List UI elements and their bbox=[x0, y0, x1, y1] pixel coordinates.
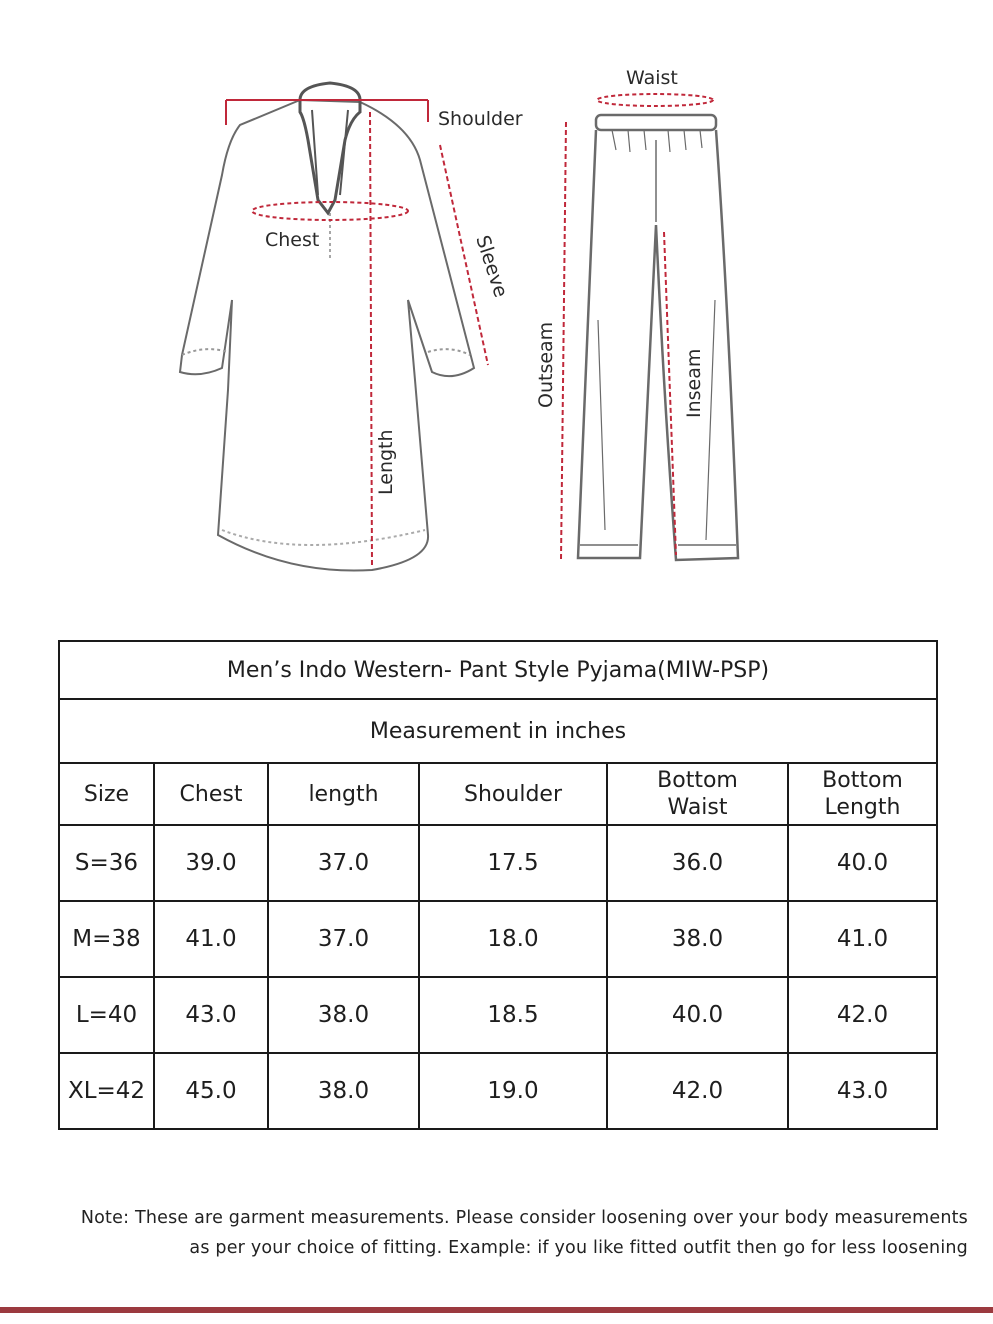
header-shoulder: Shoulder bbox=[419, 763, 607, 825]
cell-length: 38.0 bbox=[268, 977, 419, 1053]
cell-bottom-length: 43.0 bbox=[788, 1053, 937, 1129]
note-line-1: Note: These are garment measurements. Please consider loosening over your body measurements bbox=[80, 1208, 968, 1228]
cell-size: XL=42 bbox=[59, 1053, 154, 1129]
cell-chest: 41.0 bbox=[154, 901, 268, 977]
cell-shoulder: 18.0 bbox=[419, 901, 607, 977]
cell-shoulder: 19.0 bbox=[419, 1053, 607, 1129]
table-row bbox=[59, 977, 937, 1053]
pyjama-measure-lines bbox=[561, 94, 713, 560]
table-title-row bbox=[59, 641, 937, 699]
kurta-drawing bbox=[180, 83, 474, 571]
pyjama-drawing bbox=[578, 115, 738, 560]
note-line-2: as per your choice of fitting. Example: if you like fitted outfit then go for less loosening bbox=[189, 1238, 968, 1258]
cell-length: 37.0 bbox=[268, 825, 419, 901]
header-bottom-length: Bottom Length bbox=[788, 763, 937, 825]
inseam-label: Inseam bbox=[683, 348, 705, 418]
cell-length: 37.0 bbox=[268, 901, 419, 977]
garment-note bbox=[10, 1203, 968, 1263]
table-header-row bbox=[59, 763, 937, 825]
cell-bottom-waist: 40.0 bbox=[607, 977, 788, 1053]
outseam-label: Outseam bbox=[535, 321, 557, 408]
length-label: Length bbox=[375, 429, 397, 495]
waist-label: Waist bbox=[626, 67, 678, 89]
cell-bottom-waist: 42.0 bbox=[607, 1053, 788, 1129]
shoulder-label: Shoulder bbox=[438, 108, 523, 130]
cell-shoulder: 17.5 bbox=[419, 825, 607, 901]
chest-label: Chest bbox=[265, 229, 320, 251]
table-subtitle-row bbox=[59, 699, 937, 763]
cell-chest: 45.0 bbox=[154, 1053, 268, 1129]
garment-illustration bbox=[0, 0, 993, 610]
table-row bbox=[59, 825, 937, 901]
sleeve-label: Sleeve bbox=[471, 232, 512, 301]
cell-bottom-waist: 36.0 bbox=[607, 825, 788, 901]
size-diagram bbox=[0, 0, 993, 610]
cell-size: S=36 bbox=[59, 825, 154, 901]
cell-size: L=40 bbox=[59, 977, 154, 1053]
kurta-measure-lines bbox=[226, 100, 488, 565]
cell-chest: 39.0 bbox=[154, 825, 268, 901]
table-subtitle: Measurement in inches bbox=[59, 699, 937, 763]
cell-size: M=38 bbox=[59, 901, 154, 977]
cell-bottom-length: 42.0 bbox=[788, 977, 937, 1053]
header-length: length bbox=[268, 763, 419, 825]
header-chest: Chest bbox=[154, 763, 268, 825]
table-title: Men’s Indo Western- Pant Style Pyjama(MIW-PSP) bbox=[59, 641, 937, 699]
header-bottom-waist: Bottom Waist bbox=[607, 763, 788, 825]
table-row bbox=[59, 1053, 937, 1129]
header-size: Size bbox=[59, 763, 154, 825]
table-row bbox=[59, 901, 937, 977]
cell-bottom-length: 40.0 bbox=[788, 825, 937, 901]
bottom-accent-bar bbox=[0, 1307, 993, 1313]
cell-chest: 43.0 bbox=[154, 977, 268, 1053]
cell-bottom-length: 41.0 bbox=[788, 901, 937, 977]
cell-bottom-waist: 38.0 bbox=[607, 901, 788, 977]
cell-shoulder: 18.5 bbox=[419, 977, 607, 1053]
cell-length: 38.0 bbox=[268, 1053, 419, 1129]
size-chart-table bbox=[58, 640, 938, 1130]
